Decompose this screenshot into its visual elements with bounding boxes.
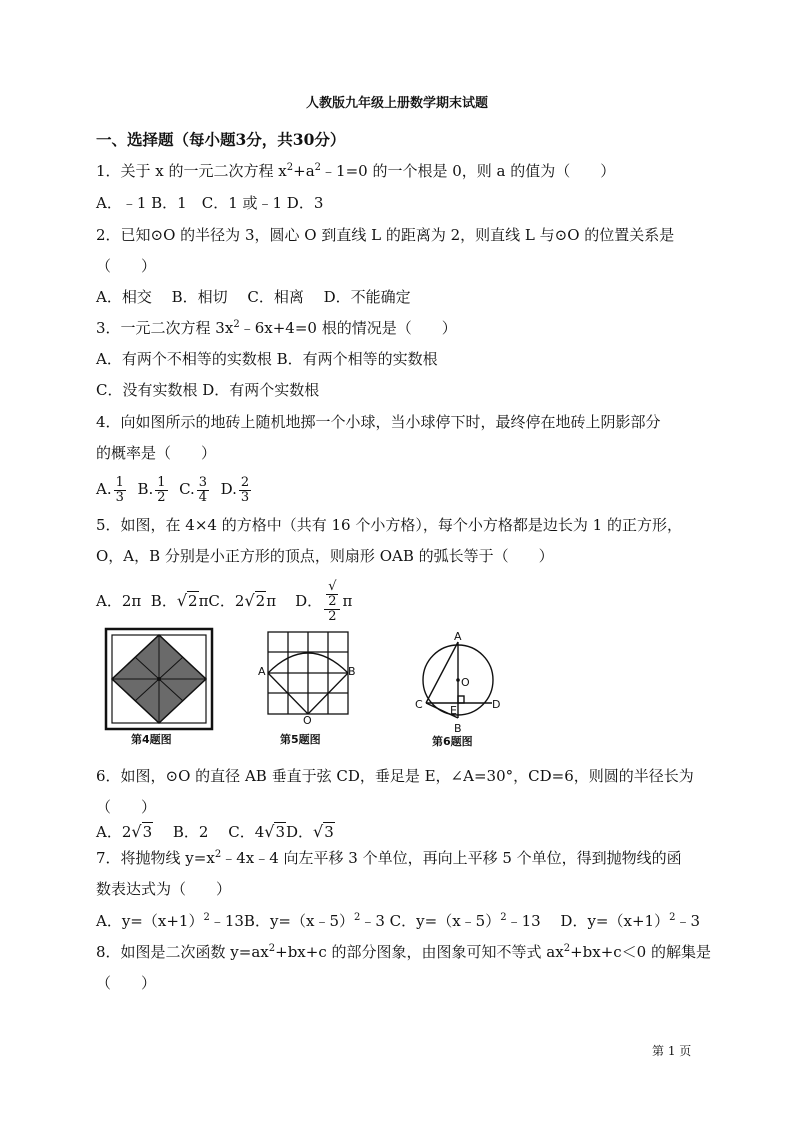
fraction: $\frac{1}{3}$ [115, 474, 124, 505]
question-8-paren: （ ） [96, 974, 157, 992]
fraction: $\frac{3}{4}$ [198, 474, 208, 505]
figure-5-label-a: A [258, 665, 266, 678]
question-5-line-2: O，A，B 分别是小正方形的顶点，则扇形 OAB 的弧长等于（ ） [96, 547, 554, 565]
question-2-paren: （ ） [96, 257, 157, 275]
figure-5-label-b: B [348, 665, 356, 678]
question-8: 8．如图是二次函数 $y=ax^2+bx+c$ 的部分图象，由图象可知不等式 $ax^2+bx+c<0$ 的解集是 [96, 943, 711, 961]
question-3-options-1: A．有两个不相等的实数根 B．有两个相等的实数根 [96, 350, 438, 368]
page-title: 人教版九年级上册数学期末试题 [305, 96, 488, 111]
figure-6-label-d: D [492, 698, 501, 711]
figure-5-label-o: O [303, 714, 312, 727]
figure-6-label-e: E [450, 704, 457, 717]
question-5: 5．如图，在 4×4 的方格中（共有 16 个小方格），每个小方格都是边长为 1 的正方形， [96, 516, 682, 534]
question-5-options: A．2π B．√2πC．2√2π D． √ 2 2 π [96, 579, 353, 624]
figure-4-caption: 第4题图 [131, 733, 172, 746]
question-4-line-2: 的概率是（ ） [96, 444, 217, 462]
question-4-options: A. $\frac{1}{3}$ B. $\frac{1}{2}$ C. $\frac{3}{4}$ D. $\frac{2}{3}$ [96, 474, 250, 505]
figure-6-label-c: C [415, 698, 423, 711]
question-7: 7．将抛物线 $y=x^2﹣4x﹣4$ 向左平移 3 个单位，再向上平移 5 个单位，得到抛物线的函 [96, 849, 682, 867]
question-2: 2．已知⊙O 的半径为 3，圆心 O 到直线 L 的距离为 2，则直线 L 与⊙O 的位置关系是 [96, 226, 675, 244]
question-6-paren: （ ） [96, 798, 157, 816]
question-7-line-2: 数表达式为（ ） [96, 880, 232, 898]
figure-5-grid-sector [255, 628, 355, 728]
fraction: √ 2 2 [324, 580, 340, 624]
question-3-options-2: C．没有实数根 D．有两个实数根 [96, 381, 320, 399]
question-4: 4．向如图所示的地砖上随机地掷一个小球，当小球停下时，最终停在地砖上阴影部分 [96, 413, 661, 431]
figure-6-caption: 第6题图 [432, 735, 473, 748]
fraction: $\frac{2}{3}$ [240, 474, 250, 505]
section-heading: 一、选择题（每小题3分，共30分） [96, 130, 346, 149]
figure-6-label-a: A [454, 630, 462, 643]
question-7-options: A．$y=(x+1)^2﹣13B$．y=（x﹣5）$^2$﹣3 C．y=（x﹣5）$^2$﹣13 D．$y=(x+1)^2﹣3$ [96, 912, 700, 930]
fraction: $\frac{1}{2}$ [157, 474, 166, 505]
page-number: 第 1 页 [652, 1044, 692, 1058]
figure-5-caption: 第5题图 [280, 733, 321, 746]
figure-6-label-b: B [454, 722, 462, 735]
figure-4-tile-diagram [104, 627, 216, 735]
question-6-options: A．2√3 B．2 C．4√3D．√3 [96, 822, 334, 841]
question-3: 3．一元二次方程 $3x^2﹣6x+4=0$ 根的情况是（ ） [96, 319, 457, 337]
question-2-options: A．相交 B．相切 C．相离 D．不能确定 [96, 288, 411, 306]
question-1-options: A．﹣1 B．1 C．1 或﹣1 D．3 [96, 194, 324, 212]
question-6: 6．如图，⊙O 的直径 AB 垂直于弦 CD，垂足是 E，∠A=30°，CD=6，则圆的半径长为 [96, 767, 694, 785]
question-1: 1．关于 x 的一元二次方程 $x^2+a^2﹣1=0$ 的一个根是 0，则 a 的值为（ ） [96, 162, 616, 180]
figure-6-label-o: O [461, 676, 470, 689]
